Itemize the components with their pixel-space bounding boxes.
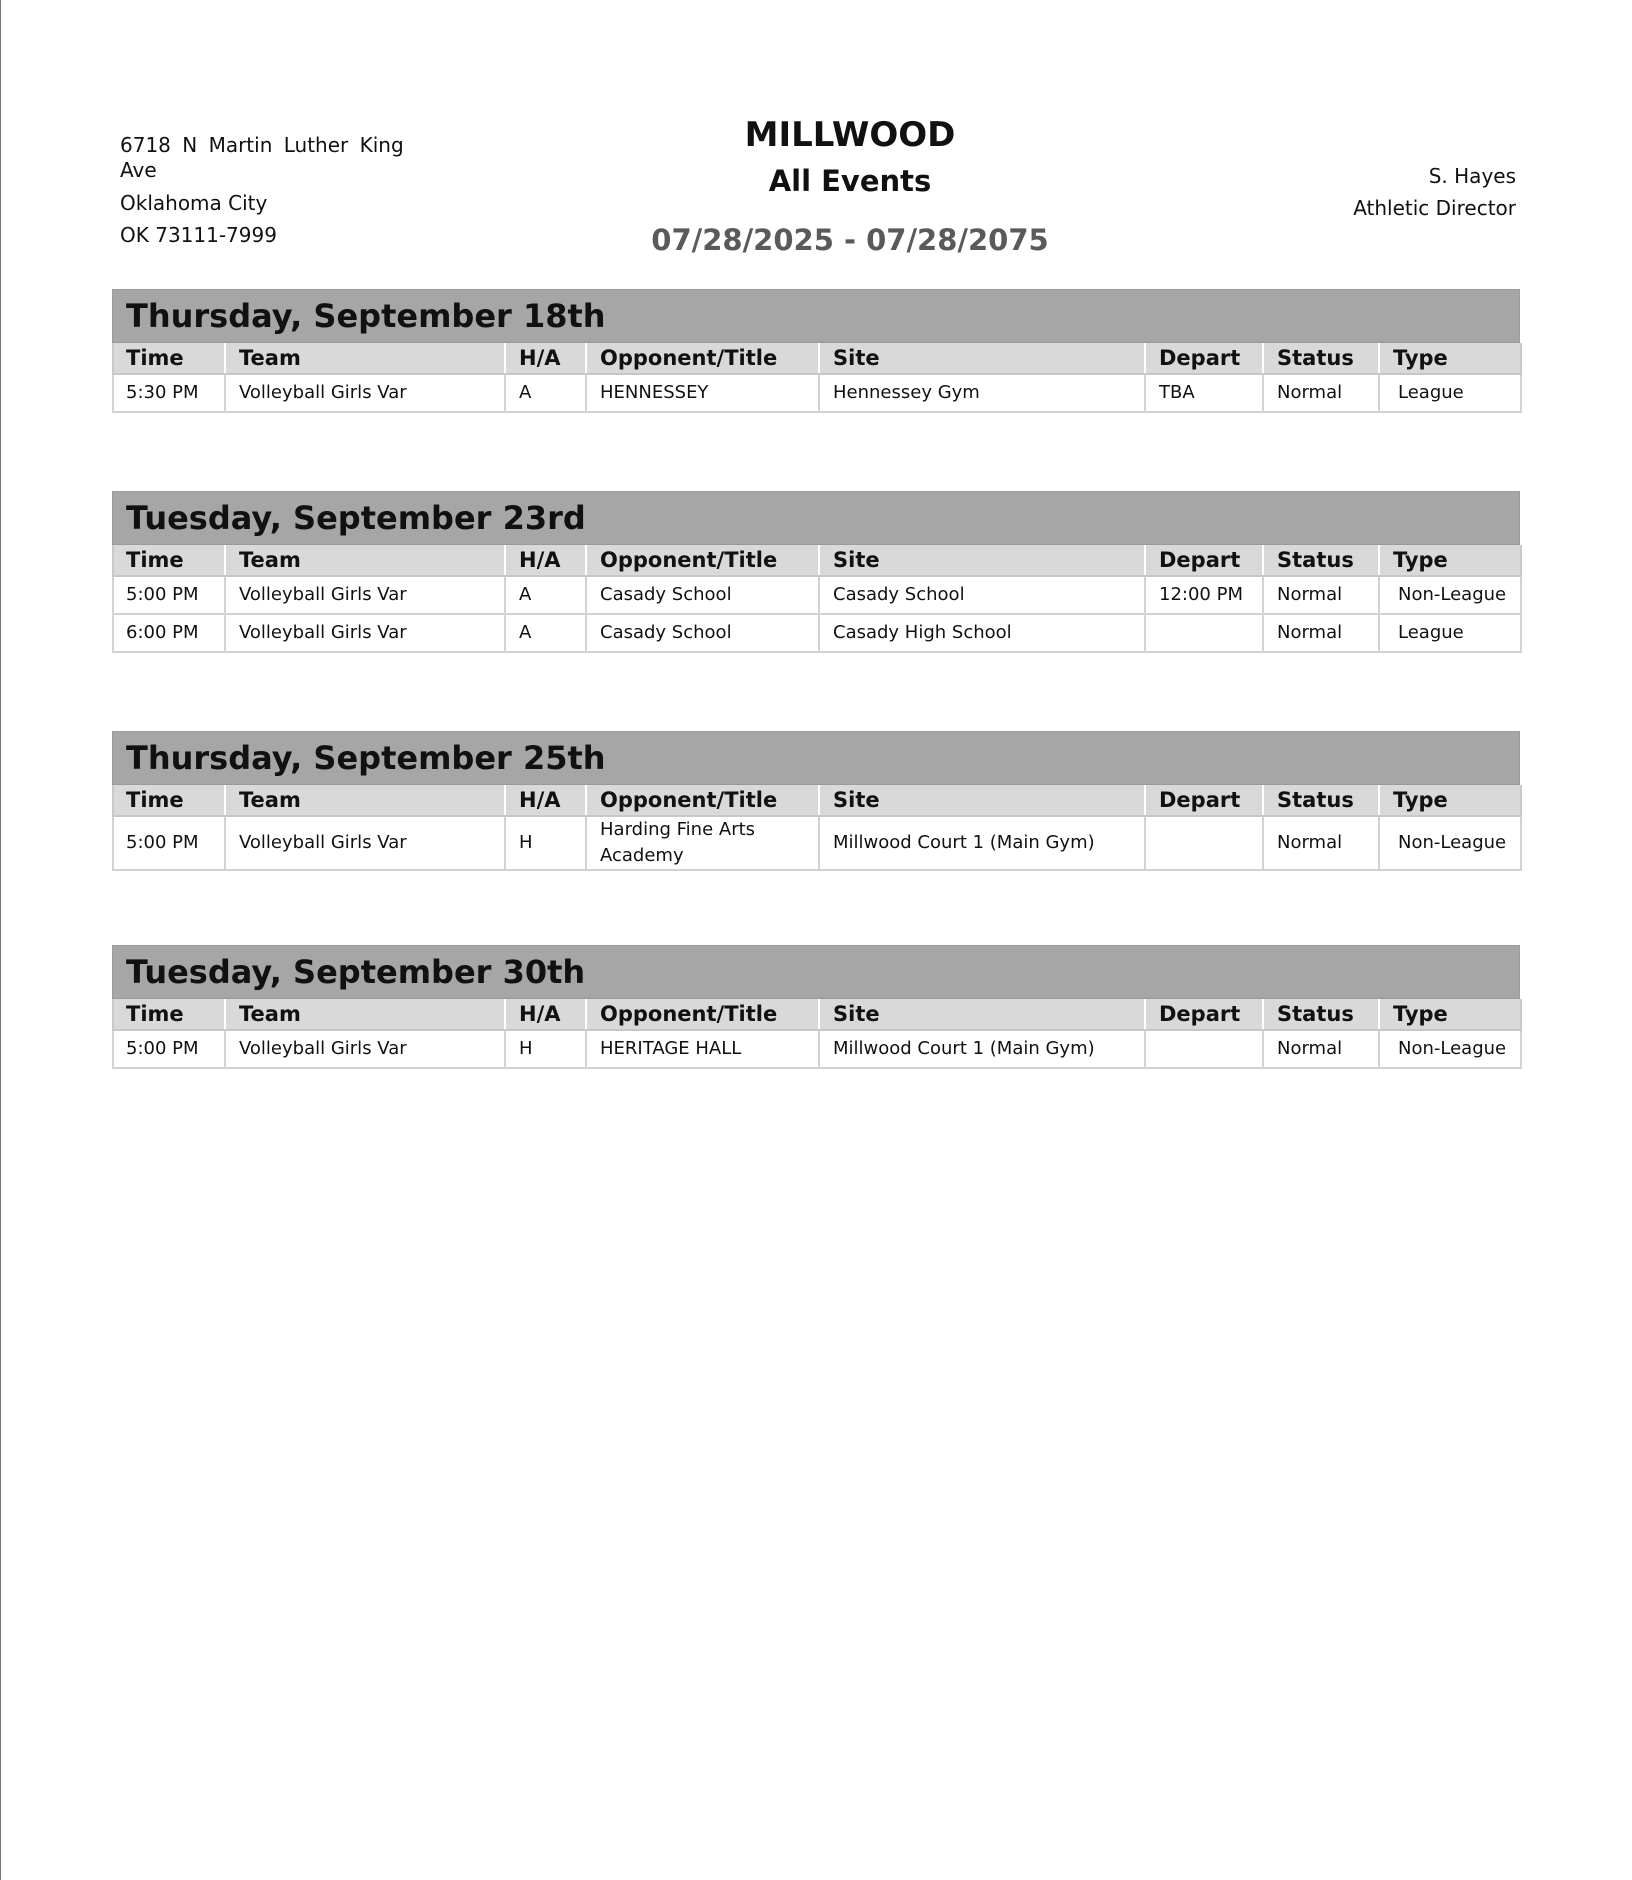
column-header: H/A [505,999,586,1030]
athletic-director [1353,160,1516,224]
cell-site: Casady School [819,576,1145,614]
cell-team: Volleyball Girls Var [225,816,505,870]
cell-depart [1145,614,1263,652]
table-header-row [113,343,1521,374]
table-header-row [113,785,1521,816]
column-header: Time [113,999,225,1030]
cell-depart: TBA [1145,374,1263,412]
column-header: Site [819,999,1145,1030]
cell-site: Millwood Court 1 (Main Gym) [819,1030,1145,1068]
cell-site: Hennessey Gym [819,374,1145,412]
director-title: Athletic Director [1353,196,1516,220]
column-header: Team [225,785,505,816]
column-header: Type [1379,343,1521,374]
column-header: Team [225,343,505,374]
events-table [112,545,1522,653]
column-header: Time [113,785,225,816]
cell-type: League [1379,614,1521,652]
cell-type: Non-League [1379,576,1521,614]
column-header: Type [1379,545,1521,576]
cell-ha: A [505,576,586,614]
address-line-1: 6718 N Martin Luther King [120,133,404,157]
table-row [113,1030,1521,1068]
column-header: Team [225,999,505,1030]
table-row [113,614,1521,652]
cell-type: Non-League [1379,816,1521,870]
cell-opponent: Casady School [586,614,819,652]
column-header: Time [113,343,225,374]
column-header: Status [1263,343,1379,374]
cell-time: 6:00 PM [113,614,225,652]
cell-status: Normal [1263,1030,1379,1068]
report-subtitle: All Events [768,164,932,198]
column-header: Opponent/Title [586,999,819,1030]
address-line-2: Ave [120,158,157,182]
events-table [112,785,1522,871]
day-title: Thursday, September 25th [112,731,1520,785]
cell-time: 5:00 PM [113,576,225,614]
cell-status: Normal [1263,614,1379,652]
column-header: H/A [505,545,586,576]
page-left-border [0,0,1,1880]
table-row [113,374,1521,412]
cell-site: Casady High School [819,614,1145,652]
column-header: H/A [505,785,586,816]
day-title: Tuesday, September 23rd [112,491,1520,545]
day-section [112,731,1520,871]
events-table [112,343,1522,413]
cell-status: Normal [1263,374,1379,412]
director-name: S. Hayes [1428,164,1516,188]
cell-type: League [1379,374,1521,412]
column-header: Type [1379,785,1521,816]
column-header: Opponent/Title [586,545,819,576]
column-header: Status [1263,999,1379,1030]
column-header: Time [113,545,225,576]
day-title: Thursday, September 18th [112,289,1520,343]
column-header: Depart [1145,343,1263,374]
column-header: Site [819,785,1145,816]
cell-team: Volleyball Girls Var [225,614,505,652]
column-header: Type [1379,999,1521,1030]
school-name: MILLWOOD [744,115,956,155]
cell-ha: H [505,1030,586,1068]
table-header-row [113,999,1521,1030]
column-header: H/A [505,343,586,374]
cell-ha: A [505,614,586,652]
cell-team: Volleyball Girls Var [225,576,505,614]
day-section [112,289,1520,413]
table-row [113,816,1521,870]
cell-opponent: HENNESSEY [586,374,819,412]
cell-depart [1145,1030,1263,1068]
column-header: Site [819,545,1145,576]
cell-site: Millwood Court 1 (Main Gym) [819,816,1145,870]
cell-team: Volleyball Girls Var [225,1030,505,1068]
column-header: Opponent/Title [586,343,819,374]
cell-opponent: HERITAGE HALL [586,1030,819,1068]
cell-type: Non-League [1379,1030,1521,1068]
table-row [113,576,1521,614]
column-header: Opponent/Title [586,785,819,816]
cell-time: 5:00 PM [113,1030,225,1068]
cell-depart [1145,816,1263,870]
address-line-3: Oklahoma City [120,191,268,215]
cell-status: Normal [1263,816,1379,870]
column-header: Depart [1145,545,1263,576]
day-title: Tuesday, September 30th [112,945,1520,999]
cell-depart: 12:00 PM [1145,576,1263,614]
column-header: Depart [1145,999,1263,1030]
cell-time: 5:30 PM [113,374,225,412]
cell-time: 5:00 PM [113,816,225,870]
date-range: 07/28/2025 - 07/28/2075 [651,223,1049,257]
day-section [112,491,1520,653]
cell-team: Volleyball Girls Var [225,374,505,412]
day-section [112,945,1520,1069]
column-header: Site [819,343,1145,374]
table-header-row [113,545,1521,576]
column-header: Status [1263,785,1379,816]
events-table [112,999,1522,1069]
address-line-4: OK 73111-7999 [120,223,277,247]
cell-status: Normal [1263,576,1379,614]
column-header: Status [1263,545,1379,576]
cell-opponent: Harding Fine Arts Academy [586,816,819,870]
cell-opponent: Casady School [586,576,819,614]
column-header: Depart [1145,785,1263,816]
cell-ha: A [505,374,586,412]
column-header: Team [225,545,505,576]
cell-ha: H [505,816,586,870]
